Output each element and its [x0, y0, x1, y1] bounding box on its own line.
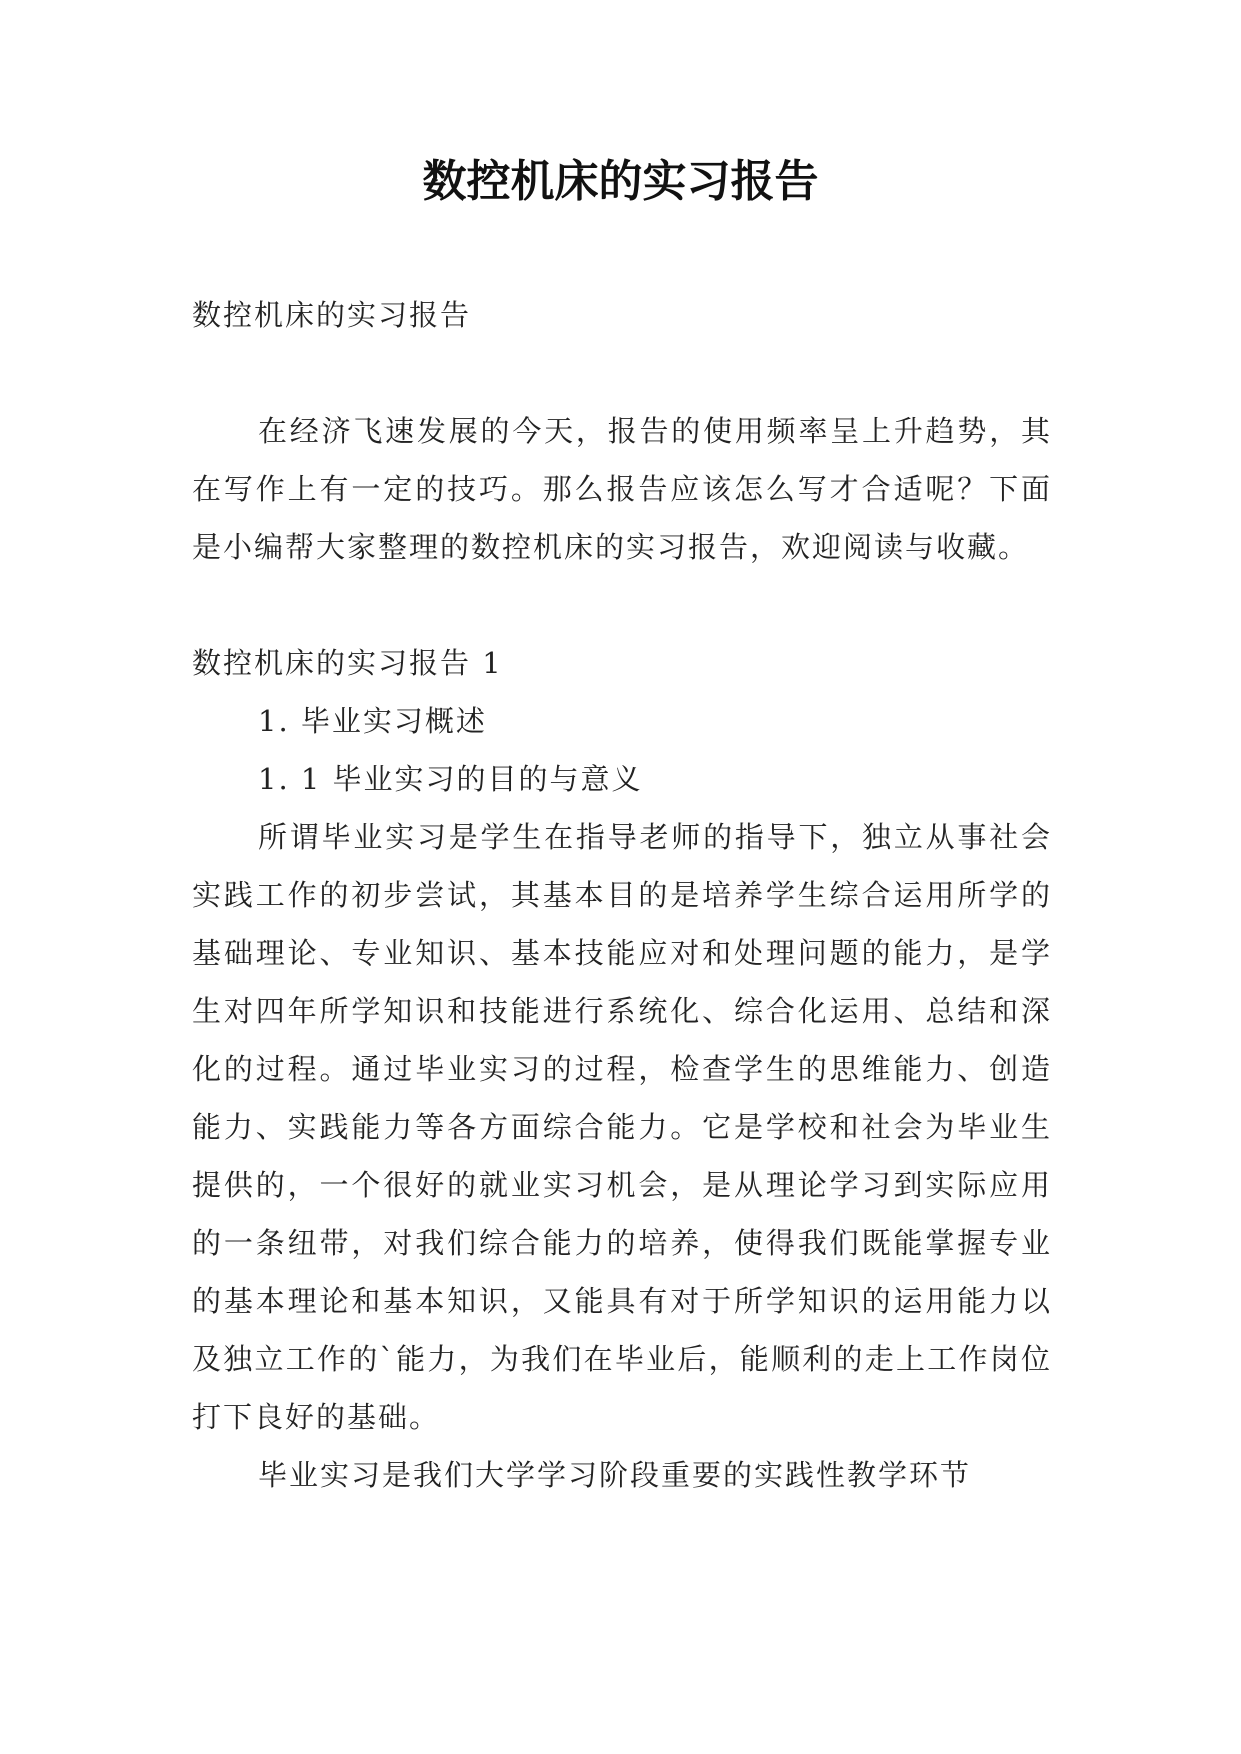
body-paragraph: 所谓毕业实习是学生在指导老师的指导下，独立从事社会实践工作的初步尝试，其基本目的是培养学生综合运用所学的基础理论、专业知识、基本技能应对和处理问题的能力，是学生对四年所学知识和技能进行系统化、综合化运用、总结和深化的过程。通过毕业实习的过程，检查学生的思维能力、创造能力、实践能力等各方面综合能力。它是学校和社会为毕业生提供的，一个很好的就业实习机会，是从理论学习到实际应用的一条纽带，对我们综合能力的培养，使得我们既能掌握专业的基本理论和基本知识，又能具有对于所学知识的运用能力以及独立工作的`能力，为我们在毕业后，能顺利的走上工作岗位打下良好的基础。: [192, 820, 1052, 1434]
subsection-heading: 1. 1 毕业实习的目的与意义: [258, 762, 643, 796]
subtitle-paragraph: 数控机床的实习报告: [192, 298, 472, 332]
section-heading: 数控机床的实习报告 1: [192, 646, 503, 680]
chapter-heading: 1. 毕业实习概述: [258, 704, 487, 738]
document-body: [192, 286, 1052, 1504]
intro-paragraph: 在经济飞速发展的今天，报告的使用频率呈上升趋势，其在写作上有一定的技巧。那么报告应该怎么写才合适呢？下面是小编帮大家整理的数控机床的实习报告，欢迎阅读与收藏。: [192, 414, 1052, 564]
document-title: 数控机床的实习报告: [422, 156, 819, 207]
body-paragraph: 毕业实习是我们大学学习阶段重要的实践性教学环节: [258, 1458, 972, 1492]
